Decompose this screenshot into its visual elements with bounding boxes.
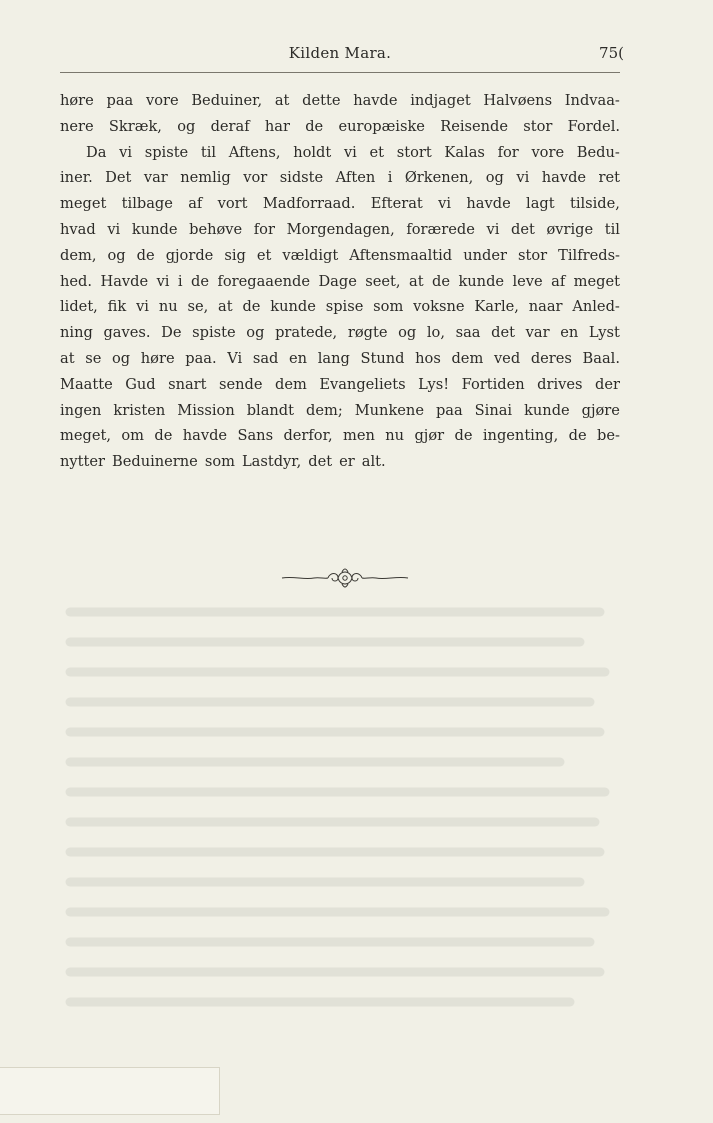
word: drives: [537, 375, 583, 393]
word: paa: [106, 92, 134, 109]
word: og: [485, 169, 504, 187]
word: Sans: [237, 427, 274, 445]
word: nemlig: [180, 169, 231, 187]
word: Karle,: [474, 298, 519, 316]
word: og: [107, 246, 126, 264]
word: Ørkenen,: [404, 169, 474, 187]
word: saa: [455, 324, 481, 342]
word: Indvaa-: [564, 92, 620, 109]
word: dette: [302, 92, 341, 109]
word: dem: [275, 375, 307, 393]
text-line: [60, 427, 620, 453]
word: lang: [317, 349, 350, 367]
word: Aftens,: [228, 143, 281, 161]
word: kristen: [113, 401, 166, 419]
word: de: [454, 427, 473, 445]
word: dem,: [60, 246, 97, 264]
word: Efterat: [370, 195, 423, 213]
word: havde: [182, 427, 228, 445]
word: Da: [86, 143, 107, 161]
word: Lys!: [418, 375, 450, 393]
word: spiste: [144, 143, 189, 161]
word: vi: [486, 220, 500, 238]
word: der: [594, 375, 620, 393]
word: stort: [396, 143, 432, 161]
word: at: [274, 92, 290, 109]
word: indjaget: [410, 92, 471, 109]
word: paa: [435, 401, 463, 419]
word: de: [242, 298, 261, 316]
word: Reisende: [440, 117, 508, 135]
word: dem: [451, 349, 484, 367]
word: Lyst: [588, 324, 620, 342]
word: et: [256, 246, 272, 264]
word: Det: [105, 169, 132, 187]
word: snart: [168, 375, 207, 393]
vignette-ornament-icon: [280, 566, 410, 590]
word: derfor,: [283, 427, 333, 445]
word: Gud: [125, 375, 156, 393]
word: nytter: [60, 453, 105, 471]
word: havde: [466, 195, 511, 213]
word: kunde: [524, 401, 570, 419]
word: fik: [107, 298, 127, 316]
word: se: [85, 349, 102, 367]
text-line: [60, 324, 620, 350]
word: de: [305, 117, 324, 135]
word: at: [218, 298, 233, 316]
word: Evangeliets: [319, 375, 406, 393]
word: kunde: [270, 298, 316, 316]
word: ingen: [60, 401, 102, 419]
text-line: [60, 118, 620, 144]
word: af: [188, 195, 203, 213]
word: i: [177, 272, 183, 290]
word: til: [200, 143, 217, 161]
word: en: [289, 349, 308, 367]
word: under: [463, 246, 507, 264]
word: ret: [598, 169, 620, 187]
word: spiste: [192, 324, 236, 342]
text-line: [60, 453, 620, 479]
text-line: [60, 273, 620, 299]
word: Stund: [360, 349, 405, 367]
text-line: [60, 298, 620, 324]
word: blandt: [246, 401, 295, 419]
word: Havde: [100, 272, 149, 290]
word: Aften: [335, 169, 376, 187]
word: vort: [217, 195, 248, 213]
word: lo,: [426, 324, 445, 342]
word: vi: [107, 220, 121, 238]
word: Tilfreds-: [558, 246, 620, 264]
word: for: [497, 143, 519, 161]
word: gjorde: [165, 246, 214, 264]
word: vi: [119, 143, 133, 161]
word: holdt: [293, 143, 332, 161]
page-number: 75(: [599, 44, 624, 62]
word: hed.: [60, 272, 93, 290]
word: havde: [541, 169, 587, 187]
word: høre: [60, 92, 94, 109]
word: høre: [140, 349, 175, 367]
library-stamp-box: [0, 1067, 220, 1115]
word: og: [398, 324, 417, 342]
word: Baal.: [582, 349, 620, 367]
word: deres: [530, 349, 572, 367]
text-line: [60, 144, 620, 170]
word: det: [491, 324, 515, 342]
word: i: [387, 169, 393, 187]
word: nu: [385, 427, 405, 445]
word: leve: [512, 272, 543, 290]
text-line: [60, 92, 620, 118]
word: et: [369, 143, 385, 161]
word: de: [136, 246, 155, 264]
word: vi: [343, 143, 357, 161]
word: stor: [523, 117, 553, 135]
header-rule: [60, 72, 620, 73]
word: vi: [156, 272, 170, 290]
word: forærede: [406, 220, 475, 238]
word: vor: [243, 169, 268, 187]
word: stor: [517, 246, 548, 264]
running-title: Kilden Mara.: [288, 44, 392, 62]
word: sende: [219, 375, 263, 393]
word: meget: [60, 195, 107, 213]
word: ingenting,: [482, 427, 559, 445]
word: ved: [493, 349, 521, 367]
word: og: [246, 324, 265, 342]
word: De: [161, 324, 182, 342]
word: for: [253, 220, 275, 238]
word: Beduiner,: [191, 92, 263, 109]
word: Maatte: [60, 375, 113, 393]
text-line: [60, 169, 620, 195]
word: Halvøens: [483, 92, 553, 109]
word: vi: [136, 298, 149, 316]
word: deraf: [210, 117, 250, 135]
text-line: [60, 247, 620, 273]
word: af: [551, 272, 566, 290]
word: som: [373, 298, 404, 316]
word: spise: [325, 298, 364, 316]
word: lagt: [526, 195, 555, 213]
word: naar: [528, 298, 563, 316]
word: vældigt: [282, 246, 339, 264]
word: be-: [597, 427, 620, 445]
text-line: [60, 221, 620, 247]
word: en: [560, 324, 579, 342]
word: Beduinerne: [112, 453, 198, 471]
word: se,: [187, 298, 209, 316]
word: seet,: [365, 272, 401, 290]
show-through-texture: [60, 592, 620, 1012]
word: at: [60, 349, 75, 367]
word: foregaaende: [217, 272, 311, 290]
word: Sinai: [474, 401, 513, 419]
body-text: [60, 92, 620, 479]
word: Lastdyr,: [241, 453, 302, 471]
word: gaves.: [103, 324, 151, 342]
word: nere: [60, 117, 94, 135]
page-header: [60, 44, 624, 66]
word: at: [409, 272, 424, 290]
word: nu: [158, 298, 178, 316]
word: tilside,: [569, 195, 620, 213]
word: og: [112, 349, 131, 367]
word: kunde: [458, 272, 505, 290]
word: Mission: [177, 401, 235, 419]
word: Vi: [227, 349, 243, 367]
word: gjøre: [581, 401, 620, 419]
word: Fortiden: [461, 375, 525, 393]
text-line: [60, 350, 620, 376]
word: øvrige: [546, 220, 594, 238]
word: er: [339, 453, 355, 471]
word: dem;: [306, 401, 343, 419]
word: Fordel.: [567, 117, 620, 135]
text-line: [60, 195, 620, 221]
word: Munkene: [354, 401, 424, 419]
word: meget,: [60, 427, 111, 445]
word: det: [308, 453, 333, 471]
word: de: [568, 427, 587, 445]
word: hvad: [60, 220, 96, 238]
word: lidet,: [60, 298, 98, 316]
word: voksne: [413, 298, 465, 316]
word: de: [154, 427, 173, 445]
word: var: [525, 324, 550, 342]
word: kunde: [131, 220, 178, 238]
word: men: [343, 427, 375, 445]
word: som: [204, 453, 235, 471]
word: havde: [353, 92, 398, 109]
word: ning: [60, 324, 93, 342]
word: og: [177, 117, 196, 135]
word: de: [432, 272, 450, 290]
word: har: [264, 117, 290, 135]
word: Kalas: [444, 143, 485, 161]
word: hos: [415, 349, 441, 367]
word: Madforraad.: [262, 195, 356, 213]
word: det: [511, 220, 535, 238]
word: Dage: [318, 272, 357, 290]
word: om: [121, 427, 144, 445]
word: sad: [252, 349, 279, 367]
word: de: [191, 272, 210, 290]
word: alt.: [361, 453, 386, 471]
text-line: [60, 376, 620, 402]
word: vi: [438, 195, 452, 213]
word: Bedu-: [576, 143, 620, 161]
word: Morgendagen,: [286, 220, 395, 238]
word: gjør: [414, 427, 445, 445]
word: europæiske: [338, 117, 425, 135]
word: til: [604, 220, 620, 238]
word: Skræk,: [108, 117, 162, 135]
word: behøve: [189, 220, 243, 238]
word: iner.: [60, 169, 93, 187]
word: meget: [573, 272, 620, 290]
word: sig: [224, 246, 246, 264]
word: paa.: [185, 349, 217, 367]
word: vore: [531, 143, 565, 161]
word: tilbage: [121, 195, 173, 213]
text-line: [60, 402, 620, 428]
word: vi: [516, 169, 530, 187]
word: røgte: [347, 324, 388, 342]
word: Anled-: [572, 298, 620, 316]
word: var: [143, 169, 168, 187]
word: pratede,: [275, 324, 338, 342]
word: Aftensmaaltid: [349, 246, 453, 264]
word: sidste: [279, 169, 324, 187]
word: vore: [145, 92, 179, 109]
